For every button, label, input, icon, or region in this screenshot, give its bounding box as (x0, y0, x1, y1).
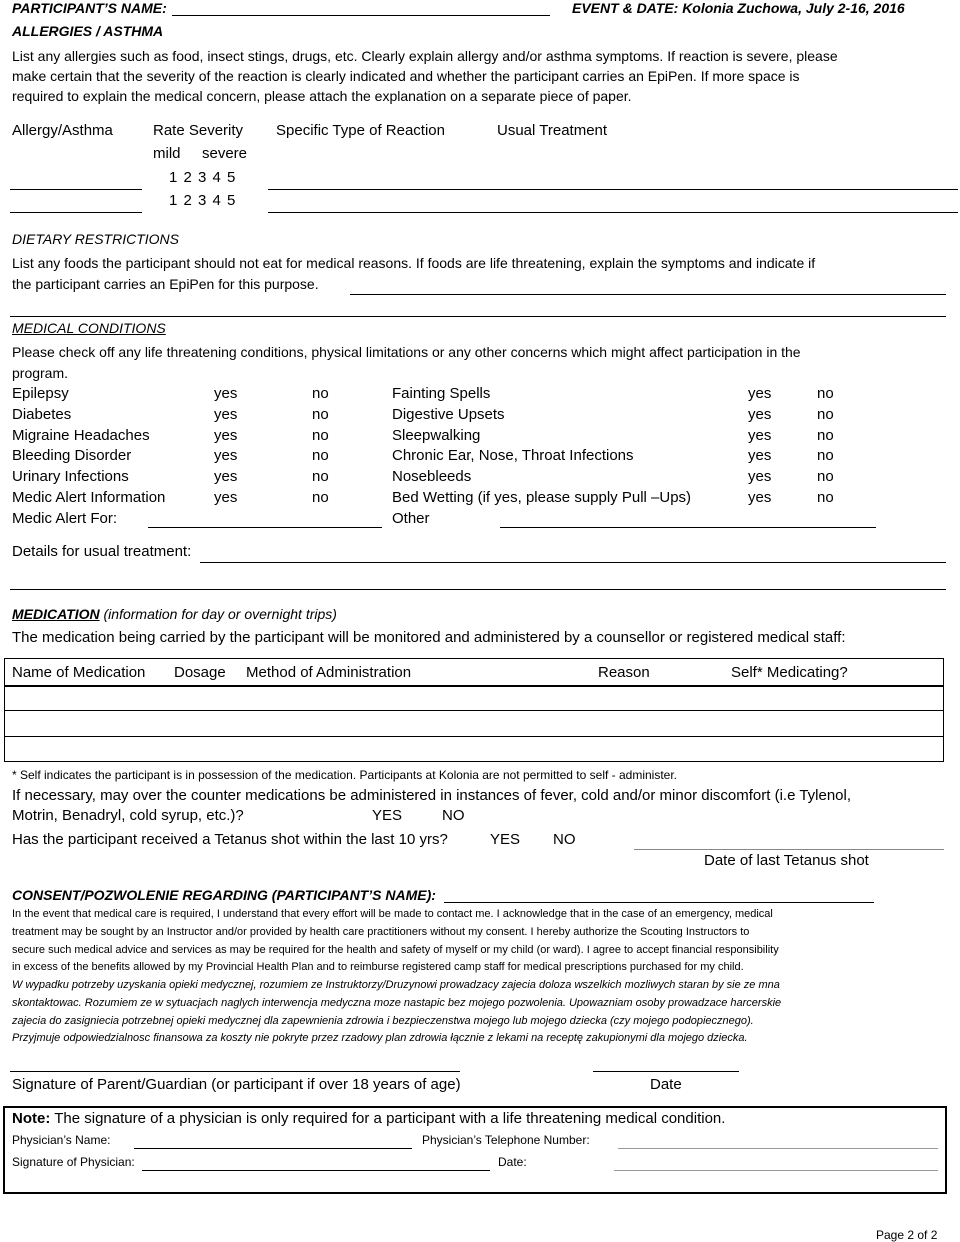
dietary-field-2[interactable] (10, 316, 946, 317)
tetanus-date-label: Date of last Tetanus shot (704, 852, 869, 869)
physician-note (12, 1110, 725, 1127)
other-field[interactable] (500, 527, 876, 528)
medication-row-1[interactable] (6, 688, 940, 709)
no-option[interactable]: no (312, 385, 329, 402)
tetanus-yes-option[interactable]: YES (490, 831, 521, 848)
no-option[interactable]: no (312, 447, 329, 464)
no-option[interactable]: no (817, 385, 834, 402)
condition-diabetes: Diabetes (12, 406, 72, 423)
consent-en-3: secure such medical advice and services as may be required for the health and safety of myself or my child (or ward). I agree to accept financial responsibility (12, 944, 779, 956)
physician-signature-field[interactable] (142, 1170, 490, 1171)
no-option[interactable]: no (817, 489, 834, 506)
condition-nosebleeds: Nosebleeds (392, 468, 472, 485)
physician-phone-label: Physician’s Telephone Number: (422, 1133, 590, 1147)
col-method: Method of Administration (246, 664, 412, 681)
physician-note-label: Note: (12, 1110, 51, 1127)
allergies-instructions-1: List any allergies such as food, insect stings, drugs, etc. Clearly explain allergy and/or asthma symptoms. If reaction is severe, please (12, 48, 838, 64)
self-medicating-footnote: * Self indicates the participant is in possession of the medication. Participants at Kolonia are not permitted to self - administer. (12, 768, 678, 782)
yes-option[interactable]: yes (748, 489, 772, 506)
yes-option[interactable]: yes (748, 385, 772, 402)
medication-row-divider (4, 710, 944, 711)
reaction-treatment-field-1[interactable] (268, 189, 958, 190)
physician-date-label: Date: (498, 1155, 527, 1169)
guardian-signature-label: Signature of Parent/Guardian (or participant if over 18 years of age) (12, 1076, 461, 1093)
consent-title: CONSENT/POZWOLENIE REGARDING (PARTICIPANT’S NAME): (12, 887, 436, 903)
otc-question-1: If necessary, may over the counter medications be administered in instances of fever, cold and/or minor discomfort (i.e Tylenol, (12, 787, 852, 804)
col-reaction-type: Specific Type of Reaction (276, 122, 445, 139)
yes-option[interactable]: yes (214, 406, 238, 423)
severity-scale-2[interactable]: 1 2 3 4 5 (169, 192, 236, 209)
col-reason: Reason (598, 664, 650, 681)
physician-signature-label: Signature of Physician: (12, 1155, 135, 1169)
no-option[interactable]: no (817, 447, 834, 464)
no-option[interactable]: no (817, 427, 834, 444)
physician-name-field[interactable] (134, 1148, 412, 1149)
condition-bed-wetting: Bed Wetting (if yes, please supply Pull –Ups) (392, 489, 692, 506)
col-dosage: Dosage (174, 664, 226, 681)
allergy-field-2[interactable] (10, 212, 142, 213)
medication-title: MEDICATION (12, 606, 100, 622)
yes-option[interactable]: yes (748, 427, 772, 444)
allergies-title: ALLERGIES / ASTHMA (12, 23, 164, 39)
consent-en-1: In the event that medical care is required, I understand that every effort will be made to contact me. I acknowledge that in the case of an emergency, medical (12, 908, 773, 920)
no-option[interactable]: no (312, 489, 329, 506)
tetanus-question: Has the participant received a Tetanus shot within the last 10 yrs? (12, 831, 448, 848)
allergy-field-1[interactable] (10, 189, 142, 190)
consent-pl-3: zajecia do zasigniecia potrzebnej opieki medycznej dla zapewnienia zdrowia i bezpieczenstwa mojego lub mojego dziecka (czy mojego podopiecznego). (12, 1015, 754, 1027)
yes-option[interactable]: yes (214, 468, 238, 485)
no-option[interactable]: no (312, 468, 329, 485)
severity-scale-1[interactable]: 1 2 3 4 5 (169, 169, 236, 186)
medication-row-divider (4, 736, 944, 737)
physician-name-label: Physician’s Name: (12, 1133, 111, 1147)
severity-mild-label: mild (153, 145, 181, 162)
no-option[interactable]: no (312, 406, 329, 423)
otc-question-2: Motrin, Benadryl, cold syrup, etc.)? (12, 807, 244, 824)
consent-en-2: treatment may be sought by an Instructor and/or provided by health care practitioners without my consent. I hereby authorize the Scouting Instructors to (12, 926, 750, 938)
condition-digestive: Digestive Upsets (392, 406, 505, 423)
medic-alert-for-field[interactable] (148, 527, 382, 528)
medical-conditions-title: MEDICAL CONDITIONS (12, 320, 166, 336)
no-option[interactable]: no (312, 427, 329, 444)
physician-date-field[interactable] (614, 1170, 938, 1171)
event-date-label: EVENT & DATE: Kolonia Zuchowa, July 2-16, 2016 (572, 0, 905, 16)
consent-participant-name-field[interactable] (444, 902, 874, 903)
yes-option[interactable]: yes (748, 447, 772, 464)
details-treatment-label: Details for usual treatment: (12, 543, 192, 560)
allergies-instructions-3: required to explain the medical concern, please attach the explanation on a separate piece of paper. (12, 88, 632, 104)
tetanus-no-option[interactable]: NO (553, 831, 576, 848)
condition-urinary: Urinary Infections (12, 468, 129, 485)
medication-title-wrap (12, 606, 337, 622)
guardian-date-label: Date (650, 1076, 682, 1093)
participant-name-label: PARTICIPANT’S NAME: (12, 0, 167, 16)
yes-option[interactable]: yes (748, 468, 772, 485)
col-allergy-asthma: Allergy/Asthma (12, 122, 113, 139)
condition-epilepsy: Epilepsy (12, 385, 69, 402)
medication-row-2[interactable] (6, 712, 940, 735)
medication-title-note: (information for day or overnight trips) (99, 606, 337, 622)
col-rate-severity: Rate Severity (153, 122, 244, 139)
condition-bleeding: Bleeding Disorder (12, 447, 132, 464)
details-treatment-field-1[interactable] (200, 562, 946, 563)
reaction-treatment-field-2[interactable] (268, 212, 958, 213)
consent-pl-1: W wypadku potrzeby uzyskania opieki medycznej, rozumiem ze Instruktorzy/Druzynowi prowadzacy zajecia doloza wszelkich mozliwych staran by sie ze mna (12, 979, 780, 991)
dietary-instructions-2: the participant carries an EpiPen for this purpose. (12, 276, 319, 292)
otc-no-option[interactable]: NO (442, 807, 465, 824)
dietary-title: DIETARY RESTRICTIONS (12, 231, 179, 247)
tetanus-date-field[interactable] (634, 849, 944, 850)
consent-pl-4: Przyjmuje odpowiedzialnosc finansowa za koszty nie pokryte przez rzadowy plan zdrowia łącznie z lekami na receptę zakupionymi dla mojego dziecka. (12, 1032, 748, 1044)
yes-option[interactable]: yes (214, 447, 238, 464)
medication-statement: The medication being carried by the participant will be monitored and administered by a counsellor or registered medical staff: (12, 629, 846, 646)
yes-option[interactable]: yes (748, 406, 772, 423)
medical-instructions-1: Please check off any life threatening conditions, physical limitations or any other concerns which might affect participation in the (12, 344, 801, 360)
medical-instructions-2: program. (12, 365, 69, 381)
guardian-signature-field[interactable] (10, 1071, 460, 1072)
condition-ent-infections: Chronic Ear, Nose, Throat Infections (392, 447, 634, 464)
details-treatment-field-2[interactable] (10, 589, 946, 590)
condition-sleepwalking: Sleepwalking (392, 427, 481, 444)
consent-pl-2: skontaktowac. Rozumiem ze w sytuacjach naglych interwencja medyczna moze nastapic bez mojego pozwolenia. Upowazniam osoby prowadzace harcerskie (12, 997, 782, 1009)
col-self-medicating: Self* Medicating? (731, 664, 848, 681)
yes-option[interactable]: yes (214, 427, 238, 444)
condition-migraine: Migraine Headaches (12, 427, 150, 444)
medic-alert-for-label: Medic Alert For: (12, 510, 118, 527)
other-label: Other (392, 510, 430, 527)
medication-table-header-divider (4, 685, 944, 687)
dietary-instructions-1: List any foods the participant should not eat for medical reasons. If foods are life threatening, explain the symptoms and indicate if (12, 255, 816, 271)
col-usual-treatment: Usual Treatment (497, 122, 608, 139)
medication-row-3[interactable] (6, 738, 940, 759)
yes-option[interactable]: yes (214, 385, 238, 402)
col-medication-name: Name of Medication (12, 664, 146, 681)
dietary-field-1[interactable] (350, 294, 946, 295)
page-number: Page 2 of 2 (876, 1228, 938, 1242)
consent-en-4: in excess of the benefits allowed by my Provincial Health Plan and to reimburse registered camp staff for medical prescriptions purchased for my child. (12, 961, 744, 973)
physician-note-text: The signature of a physician is only required for a participant with a life threatening medical condition. (50, 1110, 726, 1127)
guardian-date-field[interactable] (593, 1071, 739, 1072)
yes-option[interactable]: yes (214, 489, 238, 506)
severity-severe-label: severe (202, 145, 248, 162)
condition-medic-alert: Medic Alert Information (12, 489, 166, 506)
physician-phone-field[interactable] (618, 1148, 938, 1149)
otc-yes-option[interactable]: YES (372, 807, 403, 824)
no-option[interactable]: no (817, 406, 834, 423)
participant-name-field[interactable] (172, 15, 550, 16)
allergies-instructions-2: make certain that the severity of the reaction is clearly indicated and whether the participant carries an EpiPen. If more space is (12, 68, 800, 84)
condition-fainting: Fainting Spells (392, 385, 491, 402)
no-option[interactable]: no (817, 468, 834, 485)
